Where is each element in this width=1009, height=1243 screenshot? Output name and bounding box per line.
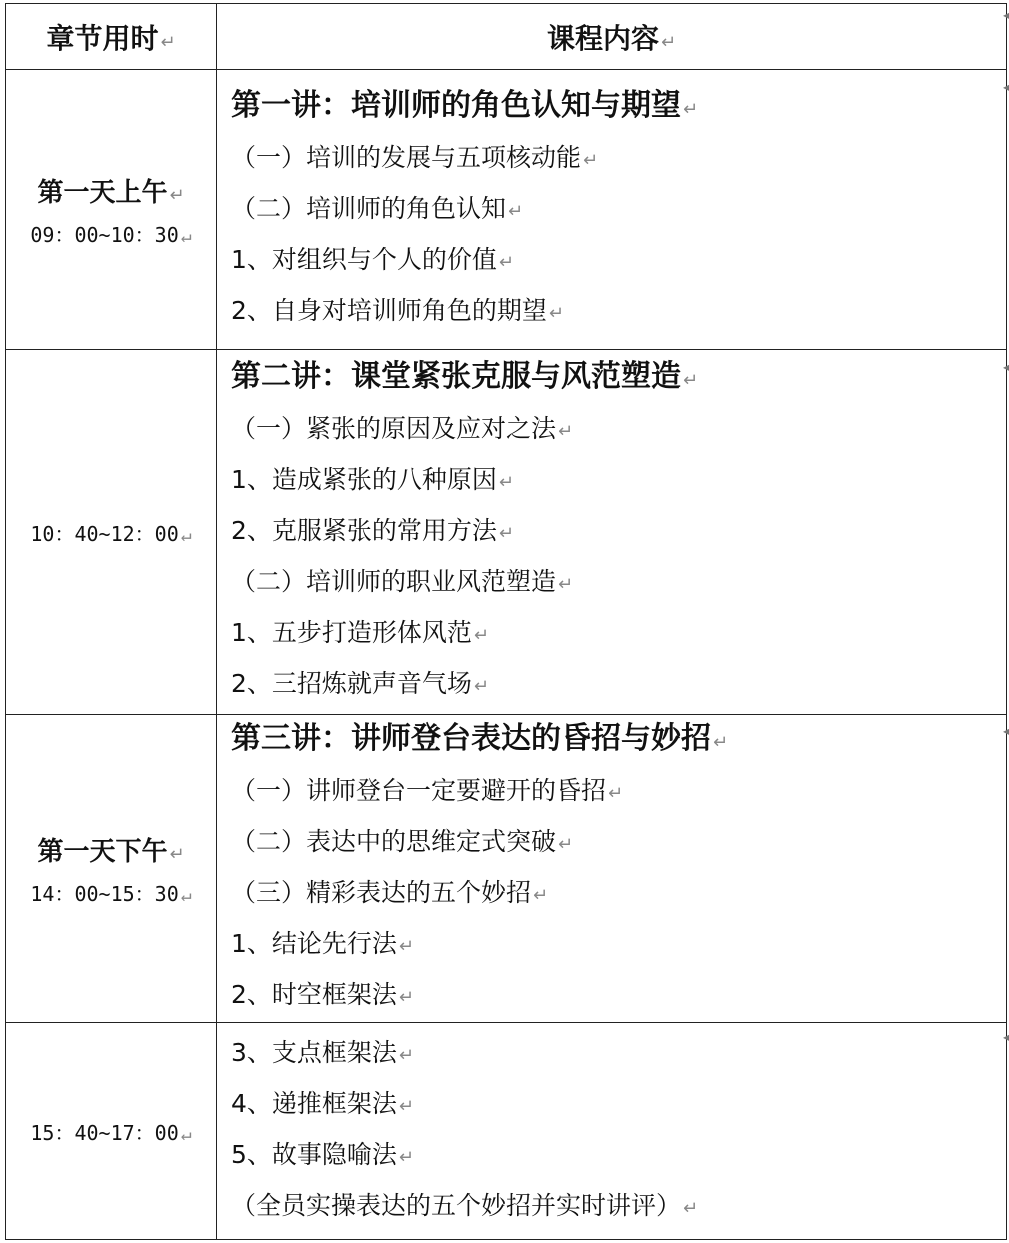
content-cell — [217, 350, 1007, 715]
list-item: 1、结论先行法 ↵ — [231, 929, 415, 958]
day-label: 第一天上午 ↵ — [37, 177, 185, 208]
list-item: 3、支点框架法 ↵ — [231, 1038, 415, 1067]
time-range: 15：40~17：00 ↵ — [30, 1120, 192, 1145]
content-cell — [217, 715, 1007, 1023]
lecture-title: 第二讲：课堂紧张克服与风范塑造 ↵ — [231, 359, 699, 394]
list-item: （二）表达中的思维定式突破 ↵ — [231, 827, 574, 856]
list-item: 4、递推框架法 ↵ — [231, 1089, 415, 1118]
list-item: 1、造成紧张的八种原因 ↵ — [231, 465, 515, 494]
day-label: 第一天下午 ↵ — [37, 836, 185, 867]
table-row — [6, 70, 1007, 350]
list-item: （三）精彩表达的五个妙招 ↵ — [231, 878, 549, 907]
list-item: （一）讲师登台一定要避开的昏招 ↵ — [231, 776, 624, 805]
time-column-header: 章节用时 ↵ — [6, 4, 217, 70]
time-cell — [6, 70, 217, 350]
time-range: 09：00~10：30 ↵ — [30, 222, 192, 247]
time-cell — [6, 350, 217, 715]
table-row — [6, 1023, 1007, 1240]
content-column-header: 课程内容 ↵ — [217, 4, 1007, 70]
lecture-title: 第一讲：培训师的角色认知与期望 ↵ — [231, 87, 699, 123]
list-item: 2、三招炼就声音气场 ↵ — [231, 669, 490, 698]
time-cell — [6, 1023, 217, 1240]
row-end-marker: ◂ — [1002, 360, 1009, 374]
course-schedule-table — [5, 3, 1007, 1240]
list-item: 2、自身对培训师角色的期望 ↵ — [231, 295, 565, 325]
lecture-title: 第三讲：讲师登台表达的昏招与妙招 ↵ — [231, 721, 729, 756]
list-item: 5、故事隐喻法 ↵ — [231, 1140, 415, 1169]
row-end-marker: ◂ — [1002, 1030, 1009, 1044]
table-row — [6, 350, 1007, 715]
list-item: （一）紧张的原因及应对之法 ↵ — [231, 414, 574, 443]
time-range: 14：00~15：30 ↵ — [30, 881, 192, 906]
list-item: （二）培训师的职业风范塑造 ↵ — [231, 567, 574, 596]
content-cell — [217, 1023, 1007, 1240]
time-cell — [6, 715, 217, 1023]
time-range: 10：40~12：00 ↵ — [30, 521, 192, 546]
list-item: 1、对组织与个人的价值 ↵ — [231, 244, 515, 274]
header-row — [6, 4, 1007, 70]
list-item: 2、克服紧张的常用方法 ↵ — [231, 516, 515, 545]
list-item: 2、时空框架法 ↵ — [231, 980, 415, 1009]
row-end-marker: ◂ — [1002, 724, 1009, 738]
list-item: （二）培训师的角色认知 ↵ — [231, 193, 524, 223]
content-cell — [217, 70, 1007, 350]
row-end-marker: ◂ — [1002, 80, 1009, 94]
table-row — [6, 715, 1007, 1023]
list-item: （全员实操表达的五个妙招并实时讲评） ↵ — [231, 1191, 699, 1220]
list-item: 1、五步打造形体风范 ↵ — [231, 618, 490, 647]
list-item: （一）培训的发展与五项核动能 ↵ — [231, 142, 599, 172]
row-end-marker: ◂ — [1002, 8, 1009, 22]
